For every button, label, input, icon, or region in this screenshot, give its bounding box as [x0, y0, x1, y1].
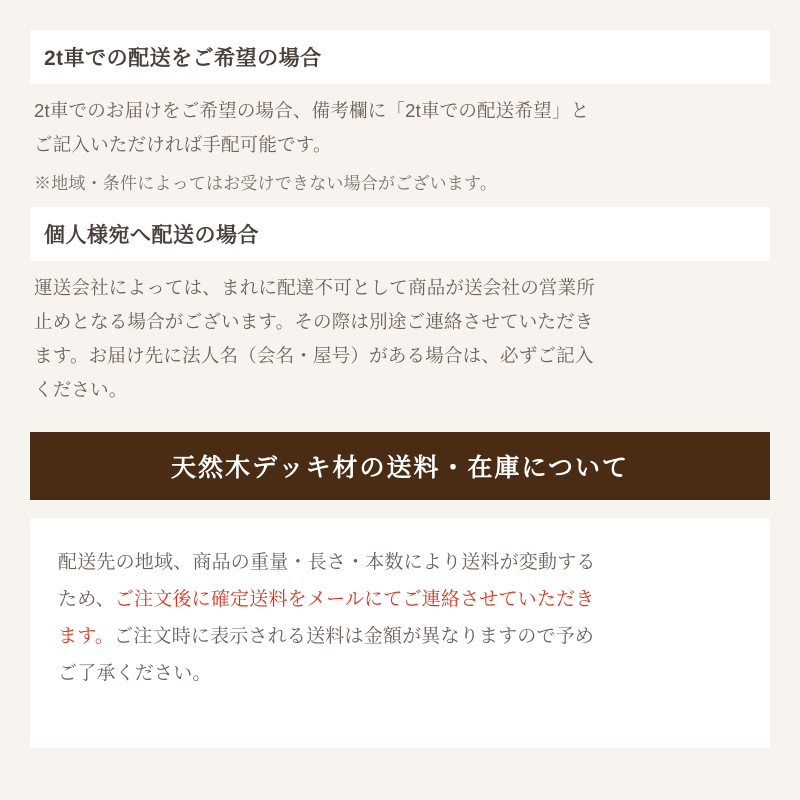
notice-highlight: ます。	[58, 625, 115, 647]
notice-line-1	[58, 544, 742, 581]
notice-card	[30, 518, 770, 748]
section-body-individual-delivery	[30, 261, 770, 414]
note-line-2t-delivery: ※地域・条件によってはお受けできない場合がございます。	[34, 174, 498, 194]
section-heading-2t-delivery: 2t車での配送をご希望の場合	[30, 30, 770, 84]
notice-highlight: ご注文後に確定送料をメールにてご連絡させていただき	[114, 588, 595, 610]
body-line: ご記入いただければ手配可能です。	[34, 134, 332, 156]
body-line: 止めとなる場合がございます。その際は別途ご連絡させていただき	[34, 310, 594, 332]
notice-text: ご了承ください。	[58, 662, 212, 684]
notice-line-2	[58, 581, 742, 618]
section-heading-individual-delivery: 個人様宛へ配送の場合	[30, 207, 770, 261]
notice-line-3	[58, 618, 742, 655]
body-line: 2t車でのお届けをご希望の場合、備考欄に「2t車での配送希望」と	[34, 100, 590, 121]
body-line: ます。お届け先に法人名（会名・屋号）がある場合は、必ずご記入	[34, 345, 594, 367]
banner-title: 天然木デッキ材の送料・在庫について	[170, 453, 629, 482]
notice-text: 配送先の地域、商品の重量・長さ・本数により送料が変動する	[58, 551, 596, 573]
body-line: ください。	[34, 379, 128, 401]
section-body-2t-delivery	[30, 84, 770, 207]
notice-text: ため、	[58, 588, 115, 610]
notice-text: ご注文時に表示される送料は金額が異なりますので予め	[114, 625, 595, 647]
body-line: 運送会社によっては、まれに配達不可として商品が送会社の営業所	[34, 276, 596, 298]
banner-shipping-stock	[30, 432, 770, 500]
notice-line-4	[58, 655, 742, 692]
